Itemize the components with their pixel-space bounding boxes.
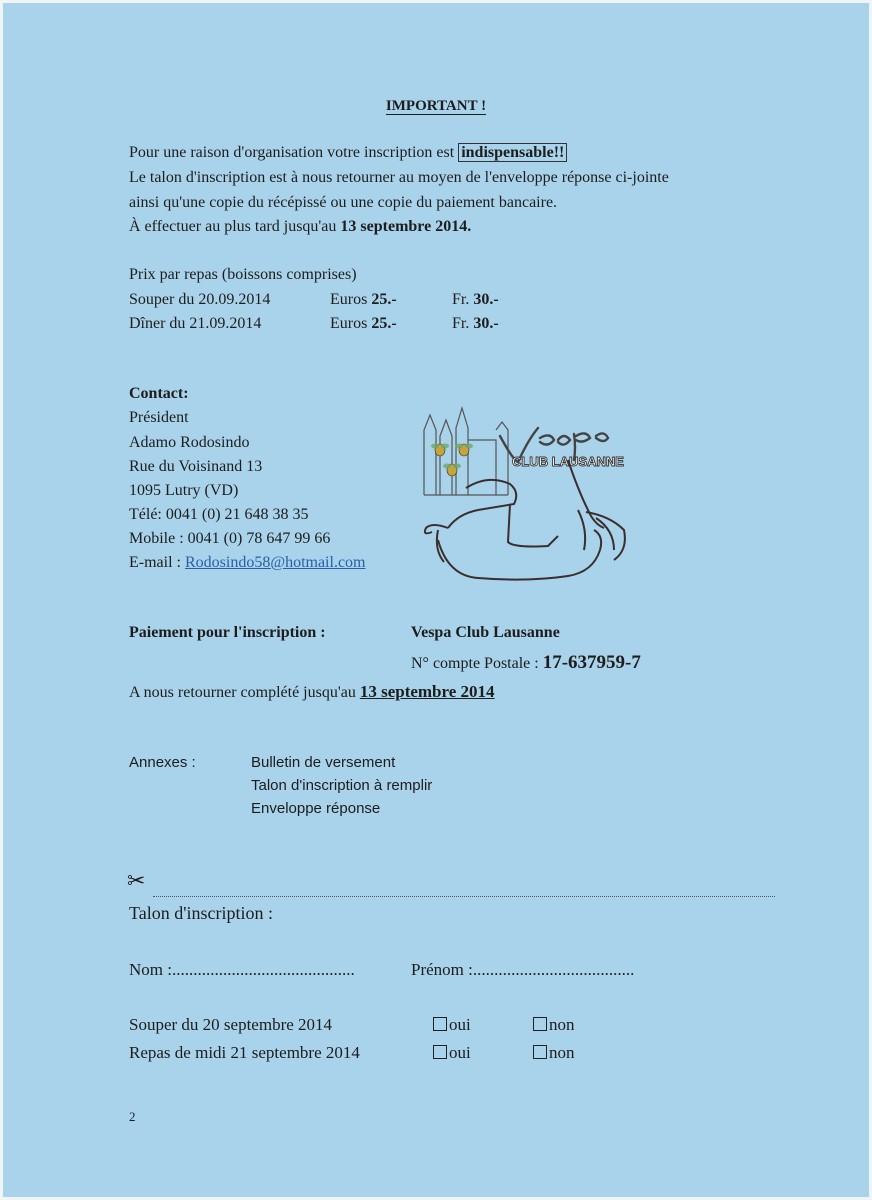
page-number: 2 — [129, 1109, 136, 1124]
chf-prefix: Fr. — [452, 315, 474, 332]
price-row-label: Dîner du 21.09.2014 — [129, 315, 262, 332]
checkbox-icon — [433, 1045, 447, 1059]
meal-row-label: Repas de midi 21 septembre 2014 — [129, 1043, 360, 1062]
vespa-club-logo — [418, 400, 628, 588]
email-label: E-mail : — [129, 554, 185, 571]
annexes-label: Annexes : — [129, 754, 196, 771]
nom-field[interactable]: Nom :........................................... — [129, 960, 355, 979]
deadline-date: 13 septembre 2014. — [340, 218, 472, 235]
price-row-eur — [330, 288, 397, 312]
contact-tel: Télé: 0041 (0) 21 648 38 35 — [129, 506, 309, 523]
chf-prefix: Fr. — [452, 291, 474, 308]
contact-name: Adamo Rodosindo — [129, 434, 250, 451]
non-checkbox[interactable] — [533, 1013, 575, 1037]
non-label: non — [549, 1043, 575, 1062]
page-title: IMPORTANT ! — [385, 98, 487, 114]
checkbox-icon — [433, 1017, 447, 1031]
intro-line-3: ainsi qu'une copie du récépissé ou une copie du paiement bancaire. — [129, 194, 558, 211]
price-row-chf — [452, 312, 499, 336]
cut-line — [153, 896, 775, 897]
email-link[interactable]: Rodosindo58@hotmail.com — [184, 554, 366, 571]
payment-club: Vespa Club Lausanne — [411, 624, 560, 641]
non-checkbox[interactable] — [533, 1041, 575, 1065]
intro-line-4 — [129, 215, 471, 239]
deadline-text: À effectuer au plus tard jusqu'au — [129, 218, 341, 235]
intro-text: Pour une raison d'organisation votre inscription est — [129, 144, 459, 161]
non-label: non — [549, 1015, 575, 1034]
contact-heading: Contact: — [129, 385, 189, 402]
meal-row-label: Souper du 20 septembre 2014 — [129, 1015, 333, 1034]
account-label: N° compte Postale : — [411, 655, 543, 672]
return-date: 13 septembre 2014 — [359, 682, 495, 701]
annex-item: Bulletin de versement — [251, 754, 396, 771]
price-row-eur — [330, 312, 397, 336]
vespa-scooter-logo-icon — [418, 400, 628, 588]
eur-prefix: Euros — [330, 291, 372, 308]
checkbox-icon — [533, 1017, 547, 1031]
contact-email-row — [129, 551, 366, 575]
oui-checkbox[interactable] — [433, 1013, 471, 1037]
return-deadline — [129, 680, 495, 705]
logo-caption: CLUB LAUSANNE — [512, 454, 624, 469]
chf-value: 30.- — [473, 291, 499, 308]
contact-mobile: Mobile : 0041 (0) 78 647 99 66 — [129, 530, 331, 547]
eur-value: 25.- — [371, 315, 397, 332]
payment-account — [411, 651, 641, 676]
prenom-field[interactable]: Prénom :...................................... — [411, 960, 635, 979]
annex-item: Enveloppe réponse — [251, 800, 381, 817]
chf-value: 30.- — [473, 315, 499, 332]
contact-city: 1095 Lutry (VD) — [129, 482, 239, 499]
form-title: Talon d'inscription : — [129, 903, 273, 923]
payment-label-text: Paiement pour l'inscription : — [129, 624, 326, 641]
price-row-chf — [452, 288, 499, 312]
scissors-icon: ✂ — [127, 868, 146, 893]
annex-item: Talon d'inscription à remplir — [251, 777, 433, 794]
price-row-label: Souper du 20.09.2014 — [129, 291, 271, 308]
contact-role: Président — [129, 409, 189, 426]
return-text: A nous retourner complété jusqu'au — [129, 684, 360, 701]
prices-heading: Prix par repas (boissons comprises) — [129, 266, 357, 283]
eur-value: 25.- — [371, 291, 397, 308]
oui-label: oui — [449, 1015, 471, 1034]
indispensable-box: indispensable!! — [458, 143, 567, 162]
intro-line-1 — [129, 141, 567, 165]
contact-street: Rue du Voisinand 13 — [129, 458, 263, 475]
payment-label — [129, 621, 326, 645]
intro-line-2: Le talon d'inscription est à nous retourner au moyen de l'enveloppe réponse ci-jointe — [129, 169, 669, 186]
oui-checkbox[interactable] — [433, 1041, 471, 1065]
oui-label: oui — [449, 1043, 471, 1062]
checkbox-icon — [533, 1045, 547, 1059]
eur-prefix: Euros — [330, 315, 372, 332]
account-number: 17-637959-7 — [542, 652, 641, 673]
